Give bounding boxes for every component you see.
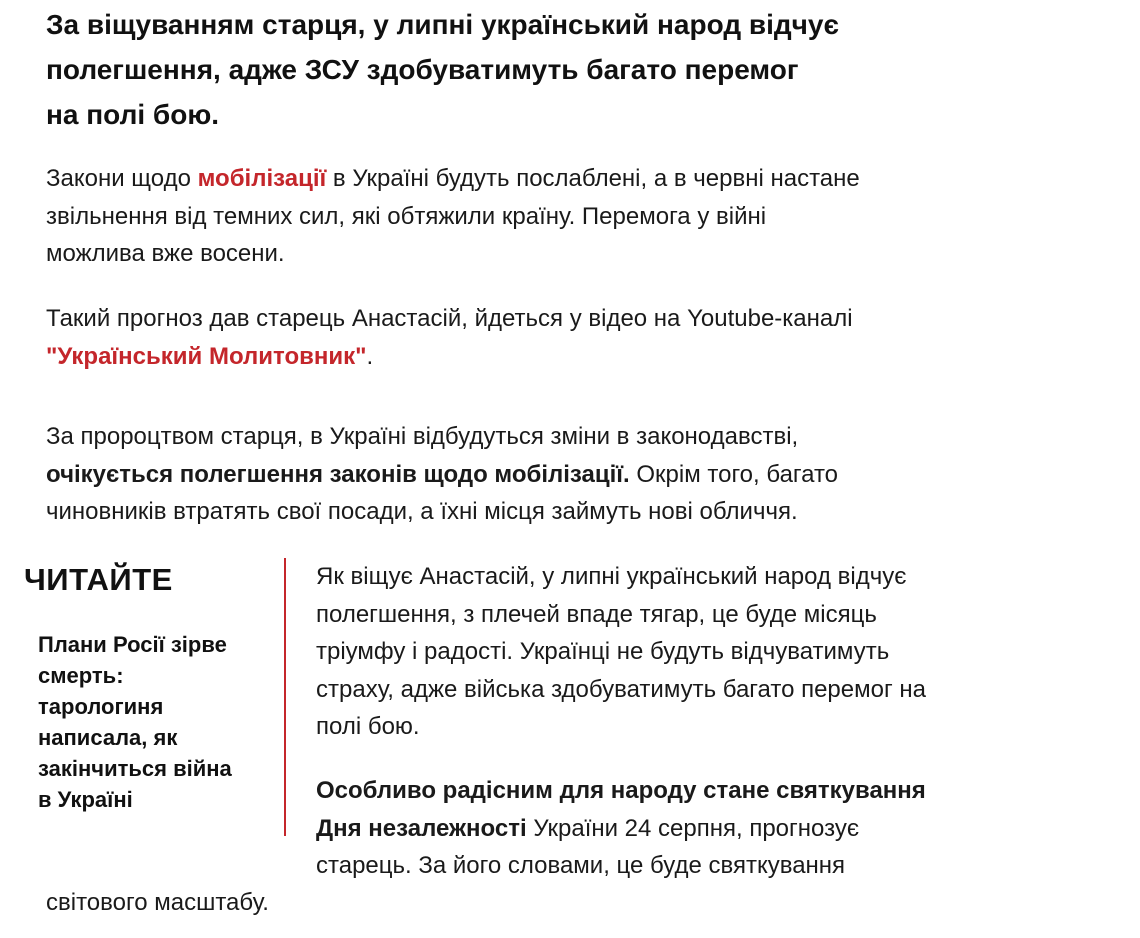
text-span: . bbox=[366, 342, 374, 370]
read-also-title: ЧИТАЙТЕ bbox=[24, 562, 173, 597]
text-span: Закони щодо bbox=[46, 165, 198, 192]
text-span: страху, адже війська здобуватимуть багато перемог на bbox=[316, 675, 926, 703]
link-line: тарологиня bbox=[38, 694, 164, 719]
bold-text: очікується полегшення законів щодо мобілізації. bbox=[46, 460, 630, 488]
paragraph-mobilization bbox=[46, 160, 946, 273]
read-also-link[interactable] bbox=[38, 629, 258, 815]
text-span: тріумфу і радості. Українці не будуть відчуватимуть bbox=[316, 638, 890, 665]
text-span: полегшення, з плечей впаде тягар, це буде місяць bbox=[316, 600, 877, 628]
article-body bbox=[24, 0, 966, 879]
text-span: можлива вже восени. bbox=[46, 240, 285, 267]
text-span: звільнення від темних сил, які обтяжили країну. Перемога у війні bbox=[46, 202, 767, 230]
link-line: смерть: bbox=[38, 663, 124, 688]
mobilization-link[interactable]: мобілізації bbox=[197, 165, 327, 192]
text-span: Такий прогноз дав старець Анастасій, йдеться у відео на Youtube-каналі bbox=[46, 305, 853, 332]
lead-line-2: полегшення, адже ЗСУ здобуватимуть багато перемог bbox=[46, 54, 799, 85]
text-span: Як віщує Анастасій, у липні український народ відчує bbox=[316, 563, 907, 590]
text-span: в Україні будуть послаблені, а в червні настане bbox=[326, 165, 860, 192]
article-lead bbox=[46, 0, 946, 137]
read-also-block bbox=[24, 558, 286, 836]
link-line: в Україні bbox=[38, 787, 133, 812]
link-line: Плани Росії зірве bbox=[38, 632, 227, 657]
text-span: чиновників втратять свої посади, а їхні місця займуть нові обличчя. bbox=[46, 498, 798, 525]
lead-line-1: За віщуванням старця, у липні український народ відчує bbox=[46, 9, 839, 40]
text-span: Окрім того, багато bbox=[629, 460, 839, 488]
link-line: написала, як bbox=[38, 725, 178, 750]
paragraph-independence-day-end bbox=[46, 884, 269, 922]
youtube-channel-link[interactable]: "Український Молитовник" bbox=[46, 342, 367, 370]
lead-line-3: на полі бою. bbox=[46, 99, 220, 130]
text-span: світового масштабу. bbox=[46, 889, 269, 916]
paragraph-source bbox=[46, 300, 946, 375]
text-span: старець. За його словами, це буде святкування bbox=[316, 852, 846, 879]
paragraph-prophecy bbox=[46, 418, 946, 531]
paragraph-independence-day bbox=[316, 772, 1006, 885]
text-span: полі бою. bbox=[316, 713, 420, 740]
paragraph-july bbox=[316, 558, 1006, 746]
bold-text: Дня незалежності bbox=[316, 814, 527, 842]
bold-text: Особливо радісним для народу стане святкування bbox=[316, 777, 926, 804]
text-span: За пророцтвом старця, в Україні відбудуться зміни в законодавстві, bbox=[46, 423, 799, 450]
link-line: закінчиться війна bbox=[38, 756, 232, 781]
text-span: України 24 серпня, прогнозує bbox=[526, 814, 860, 842]
